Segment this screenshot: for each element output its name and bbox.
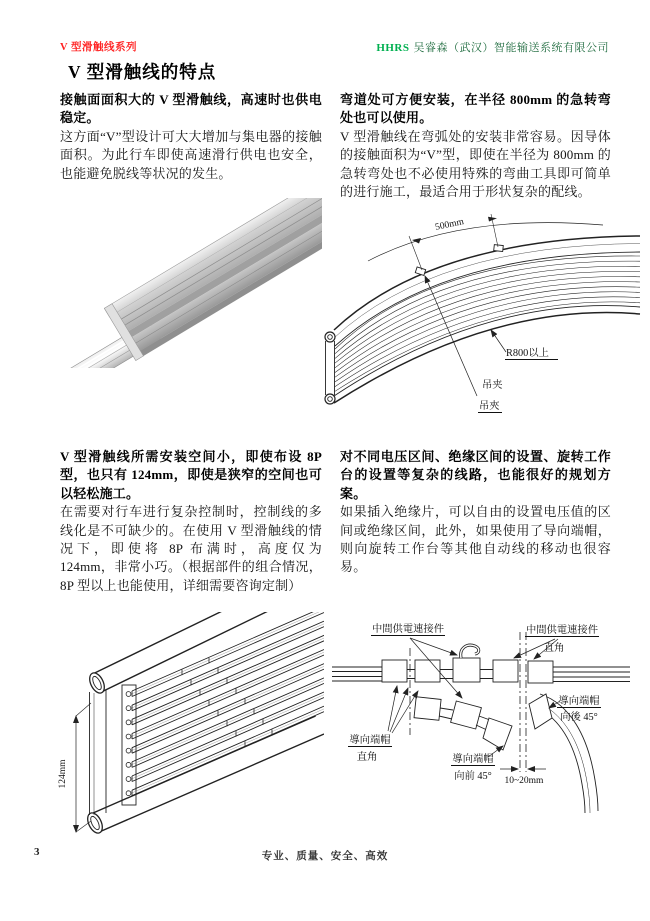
clamp-label-top: 吊夹 bbox=[482, 380, 503, 391]
guide-cap-label-left: 導向端帽 bbox=[349, 735, 391, 746]
section-heading: 弯道处可方便安装，在半径 800mm 的急转弯处也可以使用。 bbox=[340, 92, 611, 126]
span-dimension-label: 500mm bbox=[434, 217, 465, 233]
section-body: 如果插入绝缘片，可以自由的设置电压值的区间或绝缘区间，此外，如果使用了导向端帽，则向旋转工作台等其他自动线的移动也很容易。 bbox=[340, 504, 611, 575]
aluminium-rail-render bbox=[42, 198, 322, 368]
series-label: V 型滑触线系列 bbox=[60, 42, 138, 53]
section-bend bbox=[340, 91, 611, 201]
right-angle-label-right: 直角 bbox=[543, 643, 565, 654]
connector-box bbox=[493, 660, 518, 682]
footer-slogan: 专业、质量、安全、高效 bbox=[261, 851, 389, 862]
mid-feed-label-right: 中間供電連接件 bbox=[525, 625, 599, 636]
hanger-clamp bbox=[494, 245, 504, 252]
section-body: V 型滑触线在弯弧处的安装非常容易。因导体的接触面积为“V”型，即使在半径为 800mm 的急转弯处也不必使用特殊的弯曲工具即可简单的进行施工，最适合用于形状复杂的配线。 bbox=[340, 128, 611, 200]
right-angle-label-left: 直角 bbox=[356, 752, 378, 763]
rail-pack bbox=[126, 612, 324, 796]
feed-connector-box bbox=[453, 658, 480, 682]
guide-cap-back-shape bbox=[529, 694, 552, 729]
mid-feed-label-left: 中間供電連接件 bbox=[371, 624, 445, 635]
guide-cap-front-shape bbox=[483, 718, 512, 750]
radius-label: R800以上 bbox=[506, 348, 549, 359]
figure-stack-drawing bbox=[32, 612, 324, 858]
gap-dimension-label: 10~20mm bbox=[504, 776, 544, 786]
figure-profile-photo bbox=[42, 198, 322, 368]
clamp-label-bottom: 吊夾 bbox=[479, 401, 500, 412]
connector-box bbox=[415, 660, 440, 682]
guide-cap-label-back: 導向端帽 bbox=[558, 696, 600, 707]
back-45-label: 向後 45° bbox=[560, 712, 598, 723]
connector-box bbox=[382, 660, 407, 682]
section-contact-area bbox=[60, 91, 322, 183]
hanger-clamp bbox=[415, 267, 425, 275]
section-heading: 对不同电压区间、绝缘区间的设置、旋转工作台的设置等复杂的线路，也能很好的规划方案。 bbox=[340, 449, 611, 501]
figure-curved-rail-diagram bbox=[310, 210, 642, 428]
company-name: 吴睿森（武汉）智能输送系统有限公司 bbox=[413, 42, 609, 54]
section-planning bbox=[340, 448, 611, 577]
conductor-stripes bbox=[335, 256, 640, 391]
section-body: 这方面“V”型设计可大大增加与集电器的接触面积。为此行车即使高速滑行供电也安全，也能避免脱线等状况的发生。 bbox=[60, 128, 322, 181]
guide-cap-label-front: 導向端帽 bbox=[452, 754, 494, 765]
figure-connection-layout bbox=[330, 612, 632, 814]
company-header bbox=[376, 39, 609, 55]
connector-box bbox=[528, 661, 553, 683]
page-number: 3 bbox=[34, 846, 40, 858]
front-45-label: 向前 45° bbox=[454, 771, 492, 782]
section-space bbox=[60, 448, 322, 595]
brand-abbr: HHRS bbox=[376, 42, 410, 54]
height-dimension-label: 124mm bbox=[58, 759, 68, 789]
page-title: V 型滑触线的特点 bbox=[68, 62, 217, 82]
section-body: 在需要对行车进行复杂控制时，控制线的多线化是不可缺少的。在使用 V 型滑触线的情况下，即使将 8P 布满时，高度仅为 124mm，非常小巧。（根据部件的组合情况，8P 型以上也能使用，详细需要咨询定制） bbox=[60, 504, 322, 593]
section-heading: V 型滑触线所需安装空间小，即使布设 8P 型，也只有 124mm，即使是狭窄的空间也可以轻松施工。 bbox=[60, 449, 322, 501]
section-heading: 接触面面积大的 V 型滑触线，高速时也供电稳定。 bbox=[60, 92, 322, 126]
